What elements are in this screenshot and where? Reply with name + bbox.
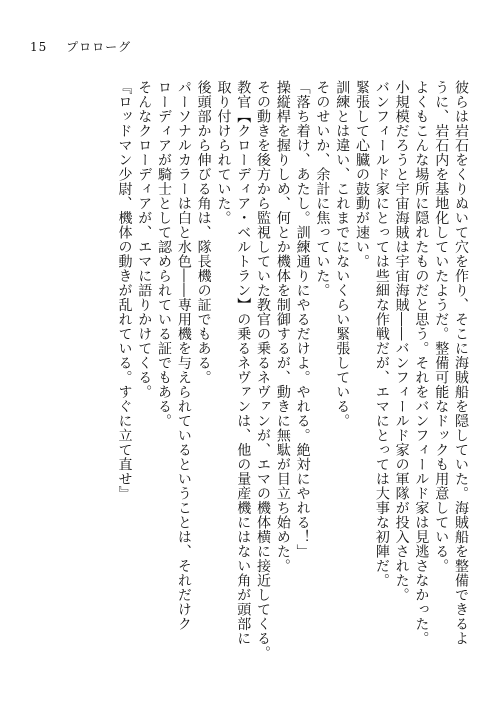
text-line-1: 彼らは岩石をくりぬいて穴を作り、そこに海賊船を隠していた。海賊船を整備できるよ <box>453 80 469 646</box>
text-line-2: うに、岩石内を基地化していたようだ。整備可能なドックも用意している。 <box>433 80 450 573</box>
text-line-4: 小規模だろうと宇宙海賊は宇宙海賊――バンフィールド家の軍隊が投入された。 <box>393 80 410 602</box>
text-line-13: 取り付けられていた。 <box>215 80 232 225</box>
running-header <box>30 38 131 55</box>
vertical-text-body <box>50 80 470 680</box>
text-line-12: 教官【クローディア・ベルトラン】の乗るネヴァンは、他の量産機にはない角が頭部に <box>235 80 252 646</box>
text-line-14: 後頭部から伸びる角は、隊長機の証でもある。 <box>195 80 212 385</box>
text-line-7: 訓練とは違い、これまでにないくらい緊張している。 <box>334 80 351 428</box>
text-line-8: そのせいか、余計に焦っていた。 <box>314 80 331 298</box>
text-line-16: ローディアが騎士として認められている証でもある。 <box>156 80 173 428</box>
text-line-9: 「落ち着け、あたし。訓練通りにやるだけよ。やれる。絶対にやれる！」 <box>294 80 311 559</box>
text-line-11: その動きを後方から監視していた教官の乗るネヴァンが、エマの機体横に接近してくる。 <box>255 80 272 660</box>
page-number: 15 <box>30 40 48 54</box>
text-line-18: 『ロッドマン少尉、機体の動きが乱れている。すぐに立て直せ』 <box>116 80 133 501</box>
text-line-15: パーソナルカラーは白と水色――専用機を与えられているということは、それだけク <box>175 80 192 631</box>
text-line-3: よくもこんな場所に隠れたものだと思う。それをバンフィールド家は見逃さなかった。 <box>413 80 430 646</box>
chapter-title: プロローグ <box>66 40 132 54</box>
text-line-10: 操縦桿を握りしめ、何とか機体を制御するが、動きに無駄が目立ち始めた。 <box>274 80 291 573</box>
text-line-5: バンフィールド家にとっては些細な作戦だが、エマにとっては大事な初陣だ。 <box>373 80 390 588</box>
text-line-17: そんなクローディアが、エマに語りかけてくる。 <box>136 80 153 399</box>
text-line-6: 緊張して心臓の鼓動が速い。 <box>354 80 371 269</box>
